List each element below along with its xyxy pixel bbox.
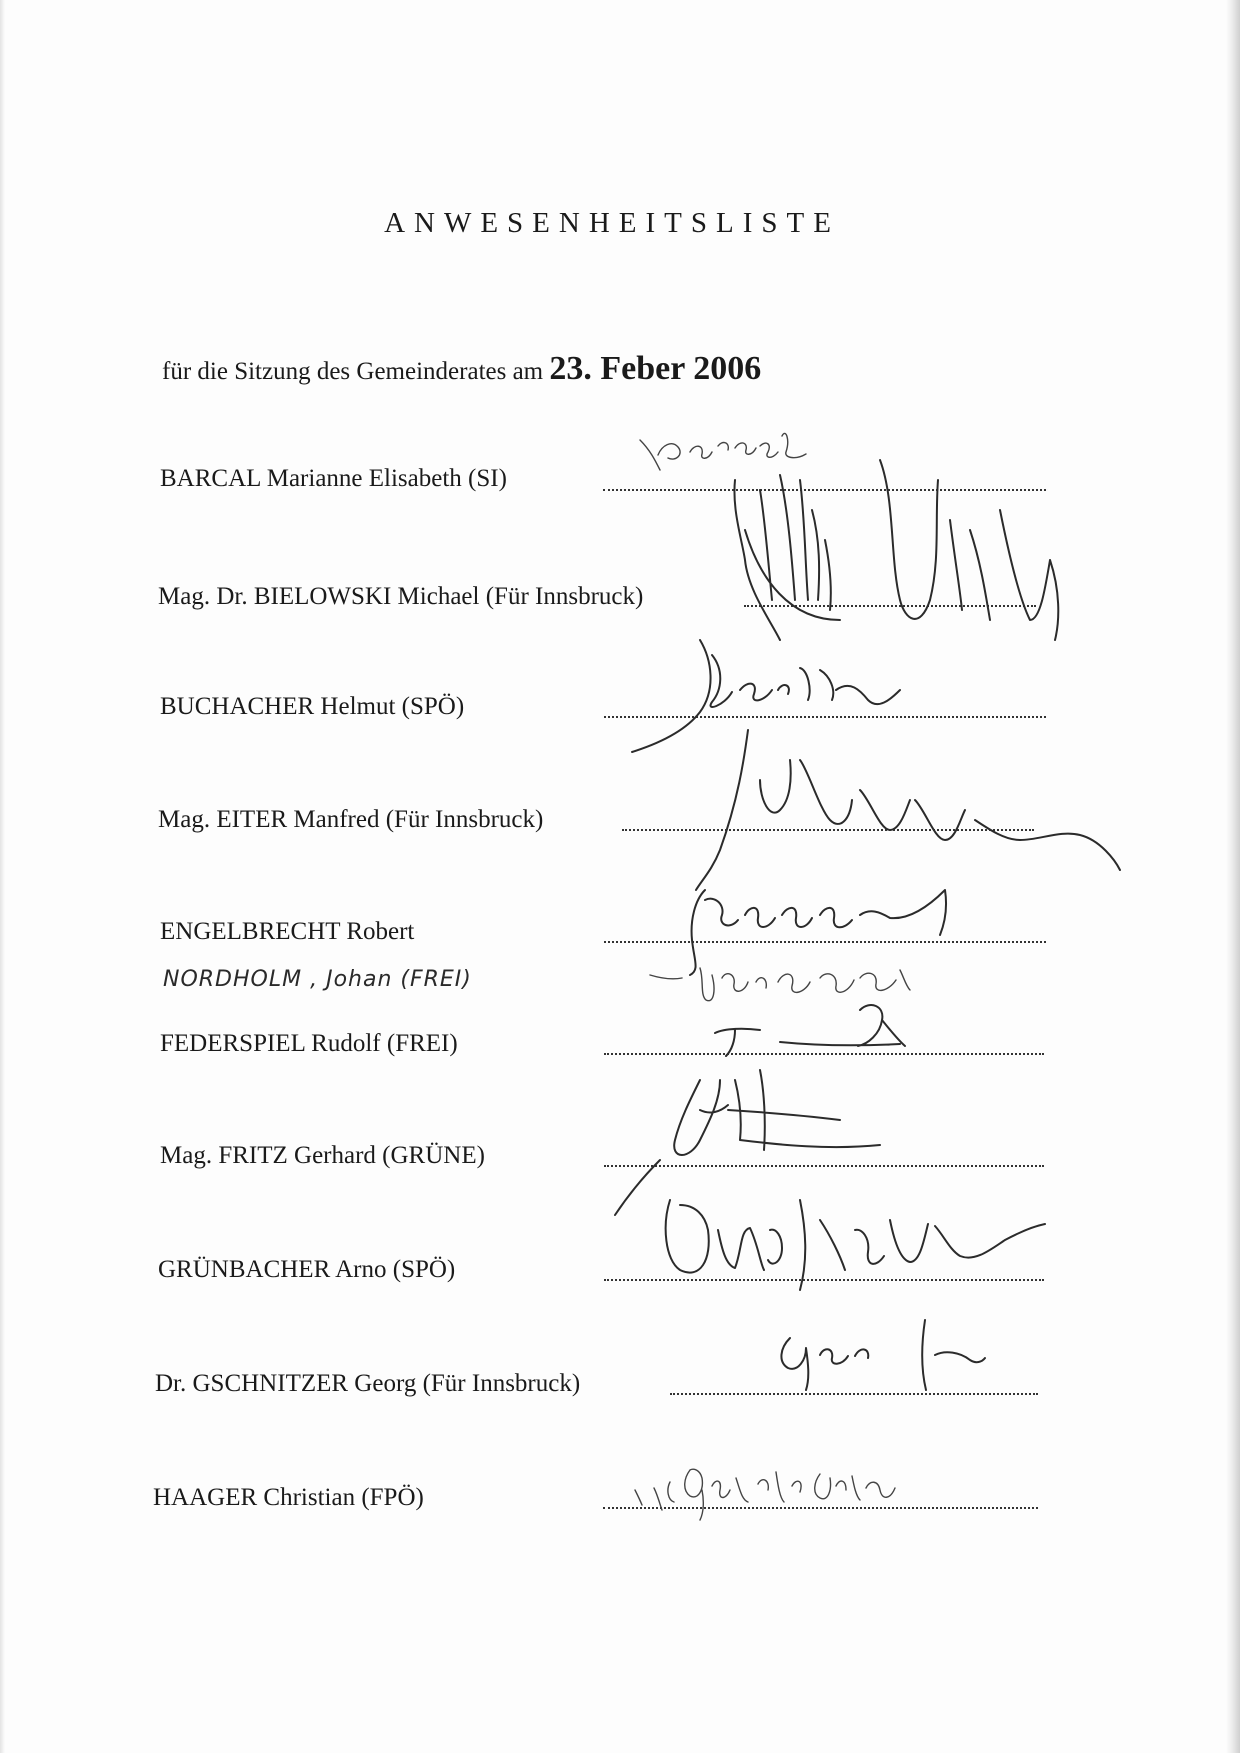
attendee-row: Mag. Dr. BIELOWSKI Michael (Für Innsbruck) [158, 583, 644, 610]
attendee-row: BARCAL Marianne Elisabeth (SI) [160, 465, 507, 492]
attendee-row: FEDERSPIEL Rudolf (FREI) [160, 1030, 458, 1057]
meeting-date: 23. Feber 2006 [549, 350, 762, 387]
signature-bielowski [734, 460, 1058, 640]
attendee-row: ENGELBRECHT Robert [160, 918, 415, 945]
signature-haager [635, 1469, 895, 1520]
signature-federspiel [715, 1005, 905, 1056]
signature-gruenbacher [666, 1200, 1045, 1290]
attendee-row: HAAGER Christian (FPÖ) [153, 1484, 424, 1511]
signature-nordholm [650, 968, 910, 1001]
signature-barcal [640, 433, 806, 470]
attendee-row: Mag. FRITZ Gerhard (GRÜNE) [160, 1142, 485, 1169]
attendee-row: BUCHACHER Helmut (SPÖ) [160, 693, 465, 720]
attendee-row: Mag. EITER Manfred (Für Innsbruck) [158, 806, 544, 833]
signature-eiter [696, 730, 1120, 890]
signature-gschnitzer [781, 1320, 985, 1390]
signature-engelbrecht [690, 890, 946, 975]
attendee-row: Dr. GSCHNITZER Georg (Für Innsbruck) [155, 1370, 581, 1397]
attendee-row: GRÜNBACHER Arno (SPÖ) [158, 1256, 456, 1283]
subtitle-text: für die Sitzung des Gemeinderates am [162, 358, 550, 385]
handwritten-attendee: NORDHOLM , Johan (FREI) [163, 967, 472, 992]
document-title: ANWESENHEITSLISTE [384, 207, 840, 239]
signature-fritz [615, 1070, 880, 1215]
signature-buchacher [632, 640, 900, 752]
